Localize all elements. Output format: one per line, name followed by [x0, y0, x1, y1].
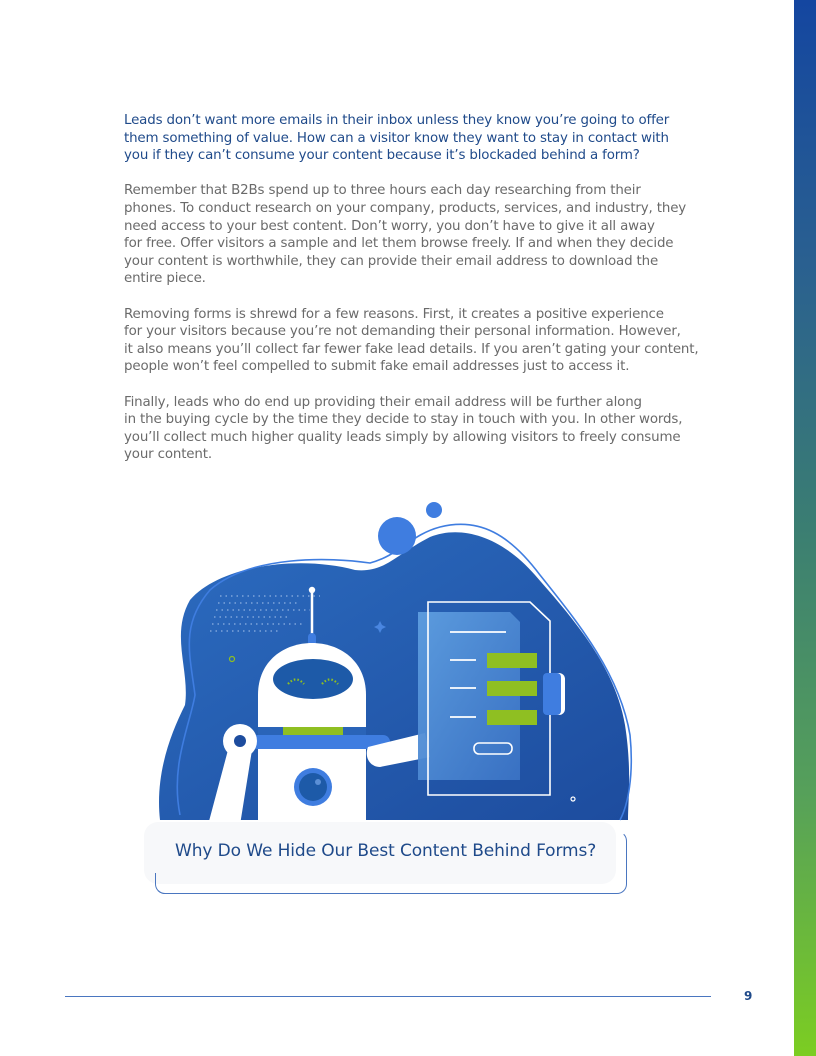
text-line: entire piece. [124, 271, 206, 287]
text-line: Finally, leads who do end up providing their email address will be further along [124, 394, 642, 410]
text-line: you’ll collect much higher quality leads simply by allowing visitors to freely consume [124, 429, 681, 445]
footer-divider [65, 996, 711, 997]
text-line: for your visitors because you’re not demanding their personal information. However, [124, 324, 681, 340]
small-bubble [426, 502, 442, 518]
page-number: 9 [744, 989, 753, 1003]
form-field-1 [487, 653, 537, 668]
form-field-2 [487, 681, 537, 696]
robot-visor [273, 659, 353, 699]
text-line: people won’t feel compelled to submit fake email addresses just to access it. [124, 359, 630, 375]
text-line: your content is worthwhile, they can provide their email address to download the [124, 253, 659, 269]
form-field-3 [487, 710, 537, 725]
side-gradient-bar [794, 0, 816, 1056]
text-line: them something of value. How can a visitor know they want to stay in contact with [124, 130, 669, 146]
text-line: for free. Offer visitors a sample and let them browse freely. If and when they decide [124, 236, 674, 252]
paragraph-removing-forms [124, 306, 704, 376]
text-line: your content. [124, 447, 212, 463]
text-line: you if they can’t consume your content because it’s blockaded behind a form? [124, 148, 640, 164]
lead-paragraph [124, 112, 704, 165]
text-line: it also means you’ll collect far fewer fake lead details. If you aren’t gating your content, [124, 341, 699, 357]
text-line: need access to your best content. Don’t worry, you don’t have to give it all away [124, 218, 655, 234]
robot-holding-form-illustration [140, 495, 640, 830]
text-line: Remember that B2Bs spend up to three hours each day researching from their [124, 183, 641, 199]
large-bubble [378, 517, 416, 555]
text-line: in the buying cycle by the time they decide to stay in touch with you. In other words, [124, 412, 683, 428]
text-line: Removing forms is shrewd for a few reasons. First, it creates a positive experience [124, 306, 664, 322]
paragraph-finally [124, 394, 704, 464]
text-line: phones. To conduct research on your company, products, services, and industry, they [124, 200, 687, 216]
robot-green-band [283, 727, 343, 735]
illustration-caption: Why Do We Hide Our Best Content Behind Forms? [175, 841, 597, 861]
article-body [124, 112, 704, 481]
paragraph-research [124, 182, 704, 288]
text-line: Leads don’t want more emails in their inbox unless they know you’re going to offer [124, 113, 670, 128]
